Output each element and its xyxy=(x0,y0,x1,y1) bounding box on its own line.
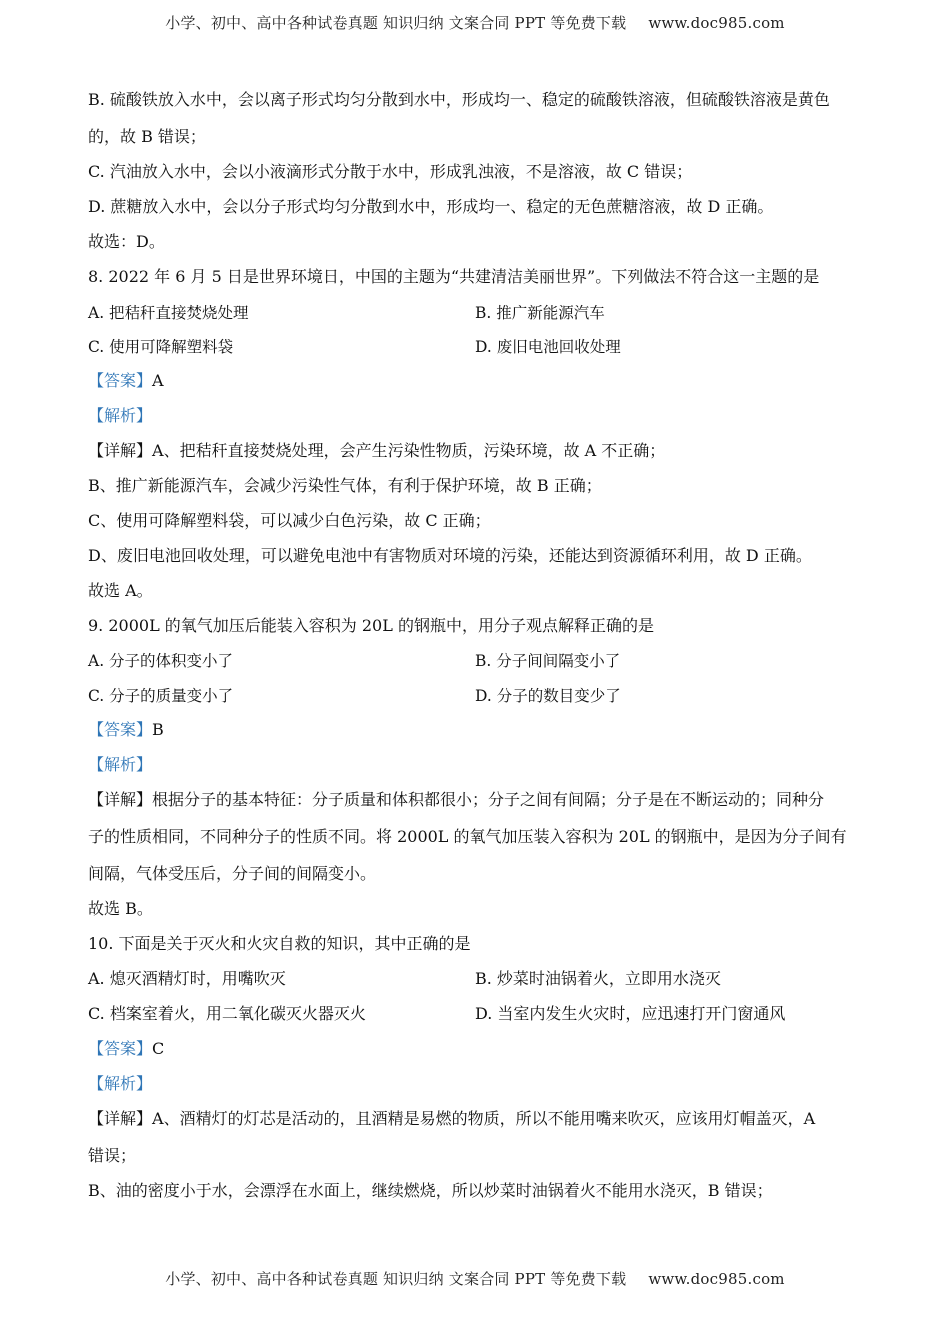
q8-stem: 8. 2022 年 6 月 5 日是世界环境日，中国的主题为“共建清洁美丽世界”。下列做法不符合这一主题的是 xyxy=(88,267,820,286)
prev-option-b-line2: 的，故 B 错误； xyxy=(88,127,206,146)
q10-detail-3: B、油的密度小于水，会漂浮在水面上，继续燃烧，所以炒菜时油锅着火不能用水浇灭，B 错误； xyxy=(88,1181,773,1200)
q10-option-a: A. 熄灭酒精灯时，用嘴吹灭 xyxy=(88,969,286,988)
q10-answer xyxy=(88,1038,164,1060)
footer-site-link[interactable]: www.doc985.com xyxy=(648,1270,785,1288)
answer-tag: 【答案】 xyxy=(88,371,153,390)
q8-option-d: D. 废旧电池回收处理 xyxy=(475,338,621,356)
q9-option-a: A. 分子的体积变小了 xyxy=(88,652,234,670)
q9-detail-3: 间隔，气体受压后，分子间的间隔变小。 xyxy=(88,864,377,883)
q8-answer-value: A xyxy=(152,371,164,390)
q8-detail-3: C、使用可降解塑料袋，可以减少白色污染，故 C 正确； xyxy=(88,511,491,530)
q8-option-c: C. 使用可降解塑料袋 xyxy=(88,338,234,356)
header-site-link[interactable]: www.doc985.com xyxy=(648,14,785,32)
q8-option-b: B. 推广新能源汽车 xyxy=(475,304,605,322)
header-text: 小学、初中、高中各种试卷真题 知识归纳 文案合同 PPT 等免费下载 xyxy=(165,14,627,32)
q10-detail-2: 错误； xyxy=(88,1146,137,1165)
q10-option-d: D. 当室内发生火灾时，应迅速打开门窗通风 xyxy=(475,1004,786,1023)
answer-tag: 【答案】 xyxy=(88,1039,153,1058)
page-header xyxy=(0,12,950,33)
prev-option-b-line1: B. 硫酸铁放入水中，会以离子形式均匀分散到水中，形成均一、稳定的硫酸铁溶液，但硫酸铁溶液是黄色 xyxy=(88,90,830,109)
q8-detail-4: D、废旧电池回收处理，可以避免电池中有害物质对环境的污染，还能达到资源循环利用，故 D 正确。 xyxy=(88,546,812,565)
detail-tag: 【详解】 xyxy=(88,1109,153,1128)
q10-analysis-tag: 【解析】 xyxy=(88,1074,153,1093)
detail-tag: 【详解】 xyxy=(88,790,153,809)
q9-answer xyxy=(88,719,164,741)
q9-detail-1 xyxy=(88,789,824,811)
prev-option-d: D. 蔗糖放入水中，会以分子形式均匀分散到水中，形成均一、稳定的无色蔗糖溶液，故 D 正确。 xyxy=(88,197,774,216)
q9-answer-value: B xyxy=(152,720,164,739)
q9-conclusion: 故选 B。 xyxy=(88,899,153,918)
q8-option-a: A. 把秸秆直接焚烧处理 xyxy=(88,304,249,322)
q10-option-c: C. 档案室着火，用二氧化碳灭火器灭火 xyxy=(88,1004,366,1023)
detail-tag: 【详解】 xyxy=(88,441,153,460)
q10-option-b: B. 炒菜时油锅着火，立即用水浇灭 xyxy=(475,969,721,988)
footer-text: 小学、初中、高中各种试卷真题 知识归纳 文案合同 PPT 等免费下载 xyxy=(165,1270,627,1288)
q8-detail-2: B、推广新能源汽车，会减少污染性气体，有利于保护环境，故 B 正确； xyxy=(88,476,602,495)
q8-detail-text-1: A、把秸秆直接焚烧处理，会产生污染性物质，污染环境，故 A 不正确； xyxy=(152,441,666,460)
prev-option-c: C. 汽油放入水中，会以小液滴形式分散于水中，形成乳浊液，不是溶液，故 C 错误； xyxy=(88,162,693,181)
q10-detail-text-1: A、酒精灯的灯芯是活动的，且酒精是易燃的物质，所以不能用嘴来吹灭，应该用灯帽盖灭，A xyxy=(152,1109,816,1128)
q10-stem: 10. 下面是关于灭火和火灾自救的知识，其中正确的是 xyxy=(88,934,471,953)
q9-detail-2: 子的性质相同，不同种分子的性质不同。将 2000L 的氧气加压装入容积为 20L 的钢瓶中，是因为分子间有 xyxy=(88,827,847,846)
q8-detail-1 xyxy=(88,440,665,462)
q10-detail-1 xyxy=(88,1108,815,1130)
page-footer xyxy=(0,1268,950,1289)
q9-stem: 9. 2000L 的氧气加压后能装入容积为 20L 的钢瓶中，用分子观点解释正确的是 xyxy=(88,616,654,635)
q8-conclusion: 故选 A。 xyxy=(88,581,153,600)
q9-option-b: B. 分子间间隔变小了 xyxy=(475,652,621,670)
q9-analysis-tag: 【解析】 xyxy=(88,755,153,774)
q8-answer xyxy=(88,370,164,392)
q10-answer-value: C xyxy=(152,1039,165,1058)
q9-option-d: D. 分子的数目变少了 xyxy=(475,687,621,705)
prev-conclusion: 故选：D。 xyxy=(88,232,165,251)
q8-analysis-tag: 【解析】 xyxy=(88,406,153,425)
q9-option-c: C. 分子的质量变小了 xyxy=(88,687,234,705)
q9-detail-text-1: 根据分子的基本特征：分子质量和体积都很小；分子之间有间隔；分子是在不断运动的；同种分 xyxy=(152,790,825,809)
answer-tag: 【答案】 xyxy=(88,720,153,739)
